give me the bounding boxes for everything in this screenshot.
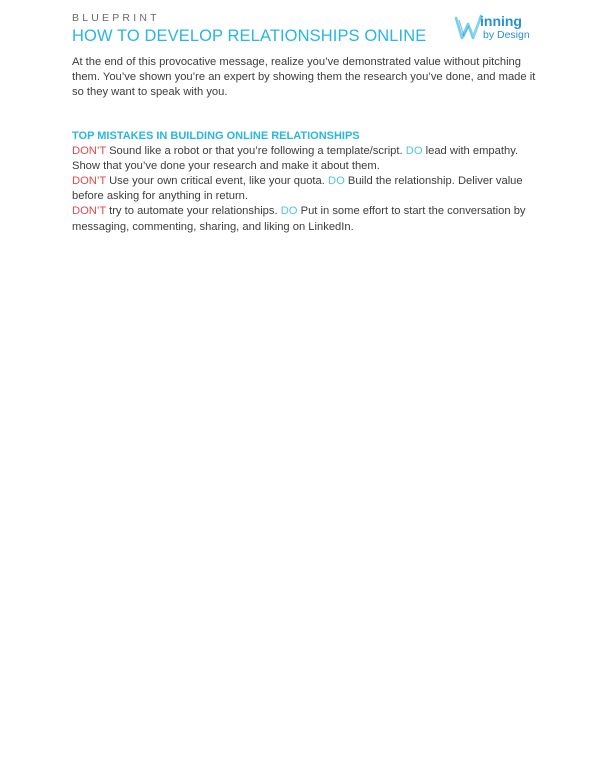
page-title: HOW TO DEVELOP RELATIONSHIPS ONLINE (72, 27, 427, 45)
dont-text: Use your own critical event, like your quota. (105, 175, 328, 188)
dont-text: try to automate your relationships. (105, 205, 281, 218)
intro-section (72, 55, 540, 101)
dont-label: DON’T (72, 205, 106, 218)
intro-paragraph: At the end of this provocative message, realize you’ve demonstrated value without pitching them. You’ve shown you’re an expert by showing them the research you’ve done, and made it so they want to speak with you. (72, 56, 536, 99)
mistake-item (72, 204, 540, 234)
section-heading: TOP MISTAKES IN BUILDING ONLINE RELATIONSHIPS (72, 129, 360, 142)
mistake-item (72, 144, 540, 174)
dont-label: DON’T (72, 175, 106, 188)
do-text: Put in some effort to start the conversation by messaging, commenting, sharing, and liking on LinkedIn. (72, 205, 526, 233)
mistake-item (72, 174, 540, 204)
do-label: DO (405, 144, 423, 157)
do-label: DO (280, 205, 298, 218)
winning-by-design-logo (455, 12, 535, 44)
do-text: lead with empathy. Show that you’ve done your research and make it about them. (72, 144, 519, 172)
do-label: DO (327, 175, 345, 188)
w-logo-icon (455, 14, 483, 40)
dont-text: Sound like a robot or that you’re following a template/script. (105, 144, 406, 157)
do-text: Build the relationship. Deliver value before asking for anything in return. (72, 175, 523, 203)
logo-subtitle: by Design (483, 29, 530, 41)
logo-wordmark: inning (480, 13, 522, 29)
page-header (72, 12, 426, 46)
dont-label: DON’T (72, 144, 106, 157)
kicker-label: BLUEPRINT (72, 12, 160, 24)
page-content (72, 55, 540, 235)
